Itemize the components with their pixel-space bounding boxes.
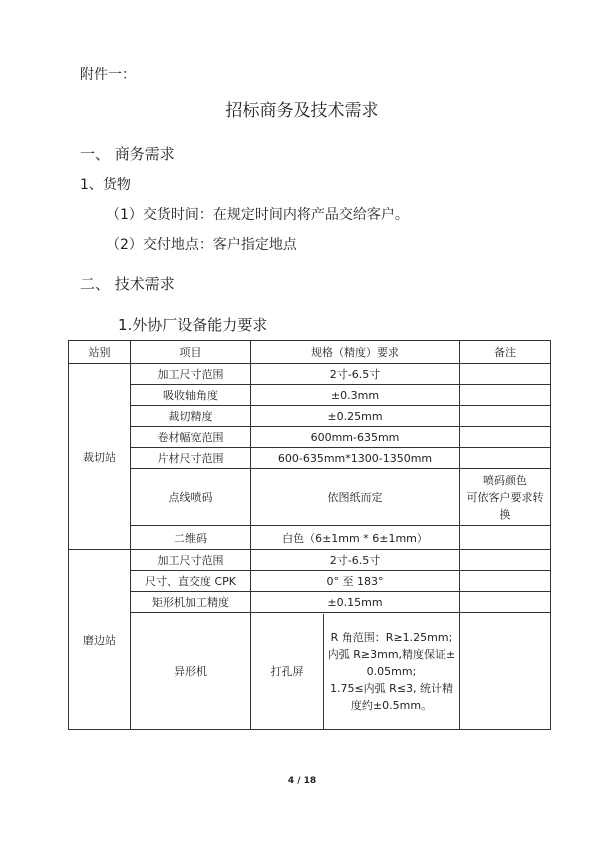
cell-item: 异形机 — [131, 613, 251, 730]
spec-line: 度约±0.5mm。 — [350, 698, 433, 712]
spec-line: 1.75≤内弧 R≤3, 统计精 — [329, 681, 454, 695]
table-row — [69, 613, 551, 730]
section1-sub2: （2）交付地点：客户指定地点 — [106, 237, 297, 253]
table-row — [69, 571, 551, 592]
table-row — [69, 526, 551, 550]
note-line: 可依客户要求转 — [466, 490, 544, 504]
cell-spec: 600mm-635mm — [251, 427, 460, 448]
header-note: 备注 — [460, 341, 551, 364]
document-title: 招标商务及技术需求 — [225, 101, 379, 121]
cell-note — [460, 448, 551, 469]
cell-spec: ±0.25mm — [251, 406, 460, 427]
cell-note — [460, 592, 551, 613]
table-row — [69, 550, 551, 571]
table-header-row — [69, 341, 551, 364]
header-station: 站别 — [69, 341, 131, 364]
table-row — [69, 406, 551, 427]
cell-note — [460, 526, 551, 550]
cell-item: 吸收轴角度 — [131, 385, 251, 406]
cell-item: 卷材幅宽范围 — [131, 427, 251, 448]
cell-spec: 2寸-6.5寸 — [251, 364, 460, 385]
attachment-label: 附件一： — [80, 67, 136, 83]
cell-note — [460, 571, 551, 592]
table-row — [69, 385, 551, 406]
cell-spec: 600-635mm*1300-1350mm — [251, 448, 460, 469]
spec-line: 0.05mm; — [366, 664, 417, 678]
section1-heading: 一、 商务需求 — [80, 145, 175, 163]
section2-sub1: 1.外协厂设备能力要求 — [118, 316, 268, 334]
spec-line: R 角范围：R≥1.25mm; — [330, 630, 453, 644]
table-row — [69, 427, 551, 448]
cell-item: 加工尺寸范围 — [131, 364, 251, 385]
note-line: 喷码颜色 — [483, 473, 527, 487]
table-row — [69, 592, 551, 613]
cell-item: 矩形机加工精度 — [131, 592, 251, 613]
cell-item: 尺寸、直交度 CPK — [131, 571, 251, 592]
note-line: 换 — [499, 507, 511, 521]
cell-note — [460, 364, 551, 385]
cell-note — [460, 613, 551, 730]
spec-line: 内弧 R≥3mm,精度保证± — [327, 647, 456, 661]
cell-spec-multiline — [324, 614, 459, 729]
cell-item: 二维码 — [131, 526, 251, 550]
station-cutting: 裁切站 — [69, 364, 131, 550]
table-row — [69, 469, 551, 526]
cell-item: 片材尺寸范围 — [131, 448, 251, 469]
page-number: 4 / 18 — [287, 776, 317, 786]
cell-item: 裁切精度 — [131, 406, 251, 427]
section2-heading: 二、 技术需求 — [80, 275, 175, 293]
cell-spec: 0° 至 183° — [251, 571, 460, 592]
cell-spec-split — [251, 613, 460, 730]
cell-item: 加工尺寸范围 — [131, 550, 251, 571]
station-edging: 磨边站 — [69, 550, 131, 730]
cell-spec: 白色（6±1mm * 6±1mm） — [251, 526, 460, 550]
header-item: 项目 — [131, 341, 251, 364]
cell-note — [460, 406, 551, 427]
cell-note — [460, 427, 551, 448]
cell-note — [460, 385, 551, 406]
section1-sub1: （1）交货时间：在规定时间内将产品交给客户。 — [106, 207, 409, 223]
cell-item: 点线喷码 — [131, 469, 251, 526]
cell-note — [460, 550, 551, 571]
cell-sub-item: 打孔屏 — [251, 614, 324, 729]
cell-spec: ±0.15mm — [251, 592, 460, 613]
cell-spec: 依图纸而定 — [251, 469, 460, 526]
table-row — [69, 364, 551, 385]
equipment-requirements-table — [68, 340, 551, 730]
section1-item1: 1、货物 — [80, 177, 131, 193]
cell-spec: 2寸-6.5寸 — [251, 550, 460, 571]
cell-note — [460, 469, 551, 526]
cell-spec: ±0.3mm — [251, 385, 460, 406]
header-spec: 规格（精度）要求 — [251, 341, 460, 364]
table-row — [69, 448, 551, 469]
